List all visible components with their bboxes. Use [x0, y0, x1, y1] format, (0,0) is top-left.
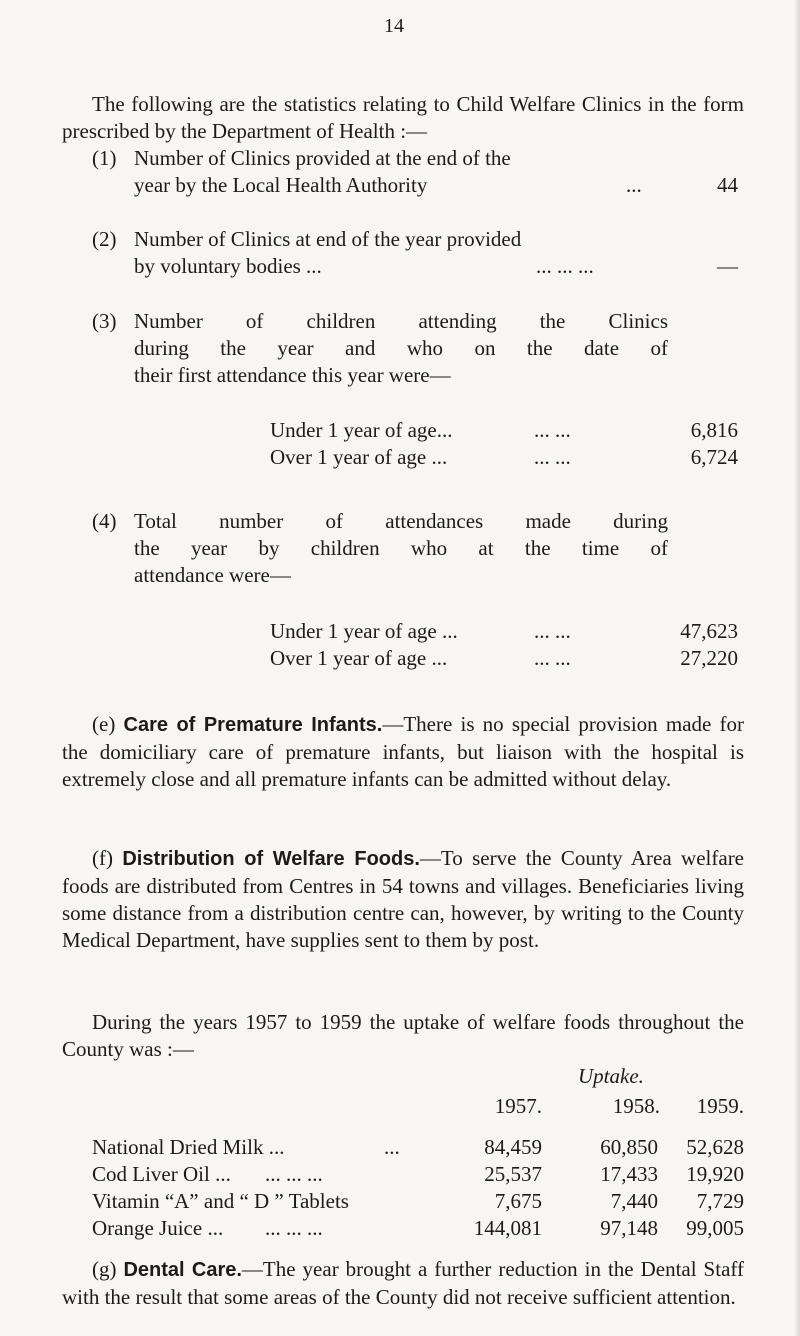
item-2-line2: by voluntary bodies ... — [134, 254, 322, 278]
item-3-row-2-dots: ... ... — [534, 445, 571, 469]
item-3-label: (3) — [92, 309, 117, 333]
item-4-row-2-value: 27,220 — [680, 646, 738, 670]
section-e-heading: Care of Premature Infants. — [123, 714, 383, 736]
uptake-intro-paragraph: During the years 1957 to 1959 the uptake of welfare foods throughout the County was :— — [62, 1010, 744, 1061]
uptake-row-2-dots: ... ... ... — [265, 1162, 323, 1186]
section-g-heading: Dental Care. — [123, 1259, 242, 1281]
uptake-row-1-1959: 52,628 — [686, 1135, 744, 1159]
item-4-row-1-dots: ... ... — [534, 619, 571, 643]
uptake-col-1958: 1958. — [612, 1094, 660, 1118]
uptake-caption: Uptake. — [578, 1064, 644, 1088]
section-e-paragraph — [62, 711, 744, 793]
section-e-label: (e) — [92, 712, 116, 736]
item-3-row-1-label: Under 1 year of age... — [270, 418, 453, 442]
uptake-row-1-name: National Dried Milk ... — [92, 1135, 285, 1159]
item-1-value: 44 — [717, 173, 738, 197]
uptake-row-4-1958: 97,148 — [600, 1216, 658, 1240]
section-e-text: —There is no special provision made for the domiciliary care of premature infants, but liaison with the hospital is extremely close and all premature infants can be admitted without delay. — [62, 712, 744, 791]
item-1-line1: Number of Clinics provided at the end of the — [134, 146, 511, 170]
item-4-row-2-dots: ... ... — [534, 646, 571, 670]
item-4-row-2-label: Over 1 year of age ... — [270, 646, 448, 670]
item-3-row-1-dots: ... ... — [534, 418, 571, 442]
uptake-col-1959: 1959. — [696, 1094, 744, 1118]
item-4-row-1-label: Under 1 year of age ... — [270, 619, 458, 643]
section-g-paragraph — [62, 1256, 744, 1311]
item-2-line1: Number of Clinics at end of the year provided — [134, 227, 522, 251]
uptake-row-3-1957: 7,675 — [494, 1189, 542, 1213]
item-3-line2: during the year and who on the date of — [134, 336, 668, 360]
item-3-line1: Number of children attending the Clinics — [134, 309, 668, 333]
section-f-paragraph — [62, 845, 744, 954]
item-4-line2: the year by children who at the time of — [134, 536, 668, 560]
uptake-row-4-dots: ... ... ... — [265, 1216, 323, 1240]
uptake-row-4-1957: 144,081 — [473, 1216, 542, 1240]
item-3-row-2-label: Over 1 year of age ... — [270, 445, 448, 469]
item-2-label: (2) — [92, 227, 117, 251]
uptake-row-2-name: Cod Liver Oil ... — [92, 1162, 231, 1186]
uptake-row-1-1958: 60,850 — [600, 1135, 658, 1159]
section-f-heading: Distribution of Welfare Foods. — [122, 848, 420, 870]
item-1-dots: ... — [626, 173, 642, 197]
section-g-text: —The year brought a further reduction in the Dental Staff with the result that some areas of the County did not receive sufficient attention. — [62, 1257, 744, 1309]
item-1-line2: year by the Local Health Authority — [134, 173, 428, 197]
item-3-row-2-value: 6,724 — [690, 445, 738, 469]
section-g-label: (g) — [92, 1257, 117, 1281]
item-2-dots: ... ... ... — [536, 254, 594, 278]
item-3-line3: their first attendance this year were— — [134, 363, 451, 387]
item-4-row-1-value: 47,623 — [680, 619, 738, 643]
uptake-row-2-1957: 25,537 — [484, 1162, 542, 1186]
intro-paragraph: The following are the statistics relating to Child Welfare Clinics in the form prescribed by the Department of Health :— — [62, 92, 744, 143]
page-edge-shadow — [794, 0, 800, 1336]
uptake-row-1-dots: ... — [384, 1135, 400, 1159]
uptake-row-4-name: Orange Juice ... — [92, 1216, 224, 1240]
item-4-label: (4) — [92, 509, 117, 533]
page-number: 14 — [384, 15, 404, 37]
section-f-text: —To serve the County Area welfare foods are distributed from Centres in 54 towns and villages. Beneficiaries living some distance from a distribution centre can, however, by writing to the County Medical Department, have supplies sent to them by post. — [62, 846, 745, 952]
uptake-row-3-1958: 7,440 — [610, 1189, 658, 1213]
uptake-row-2-1958: 17,433 — [600, 1162, 658, 1186]
item-3-row-1-value: 6,816 — [690, 418, 738, 442]
uptake-row-3-1959: 7,729 — [696, 1189, 744, 1213]
uptake-row-3-name: Vitamin “A” and “ D ” Tablets — [92, 1189, 349, 1213]
item-2-value: — — [717, 254, 738, 278]
uptake-row-2-1959: 19,920 — [686, 1162, 744, 1186]
item-4-line1: Total number of attendances made during — [134, 509, 668, 533]
uptake-row-4-1959: 99,005 — [686, 1216, 744, 1240]
item-4-line3: attendance were— — [134, 563, 291, 587]
uptake-col-1957: 1957. — [494, 1094, 542, 1118]
section-f-label: (f) — [92, 846, 113, 870]
item-1-label: (1) — [92, 146, 117, 170]
uptake-row-1-1957: 84,459 — [484, 1135, 542, 1159]
